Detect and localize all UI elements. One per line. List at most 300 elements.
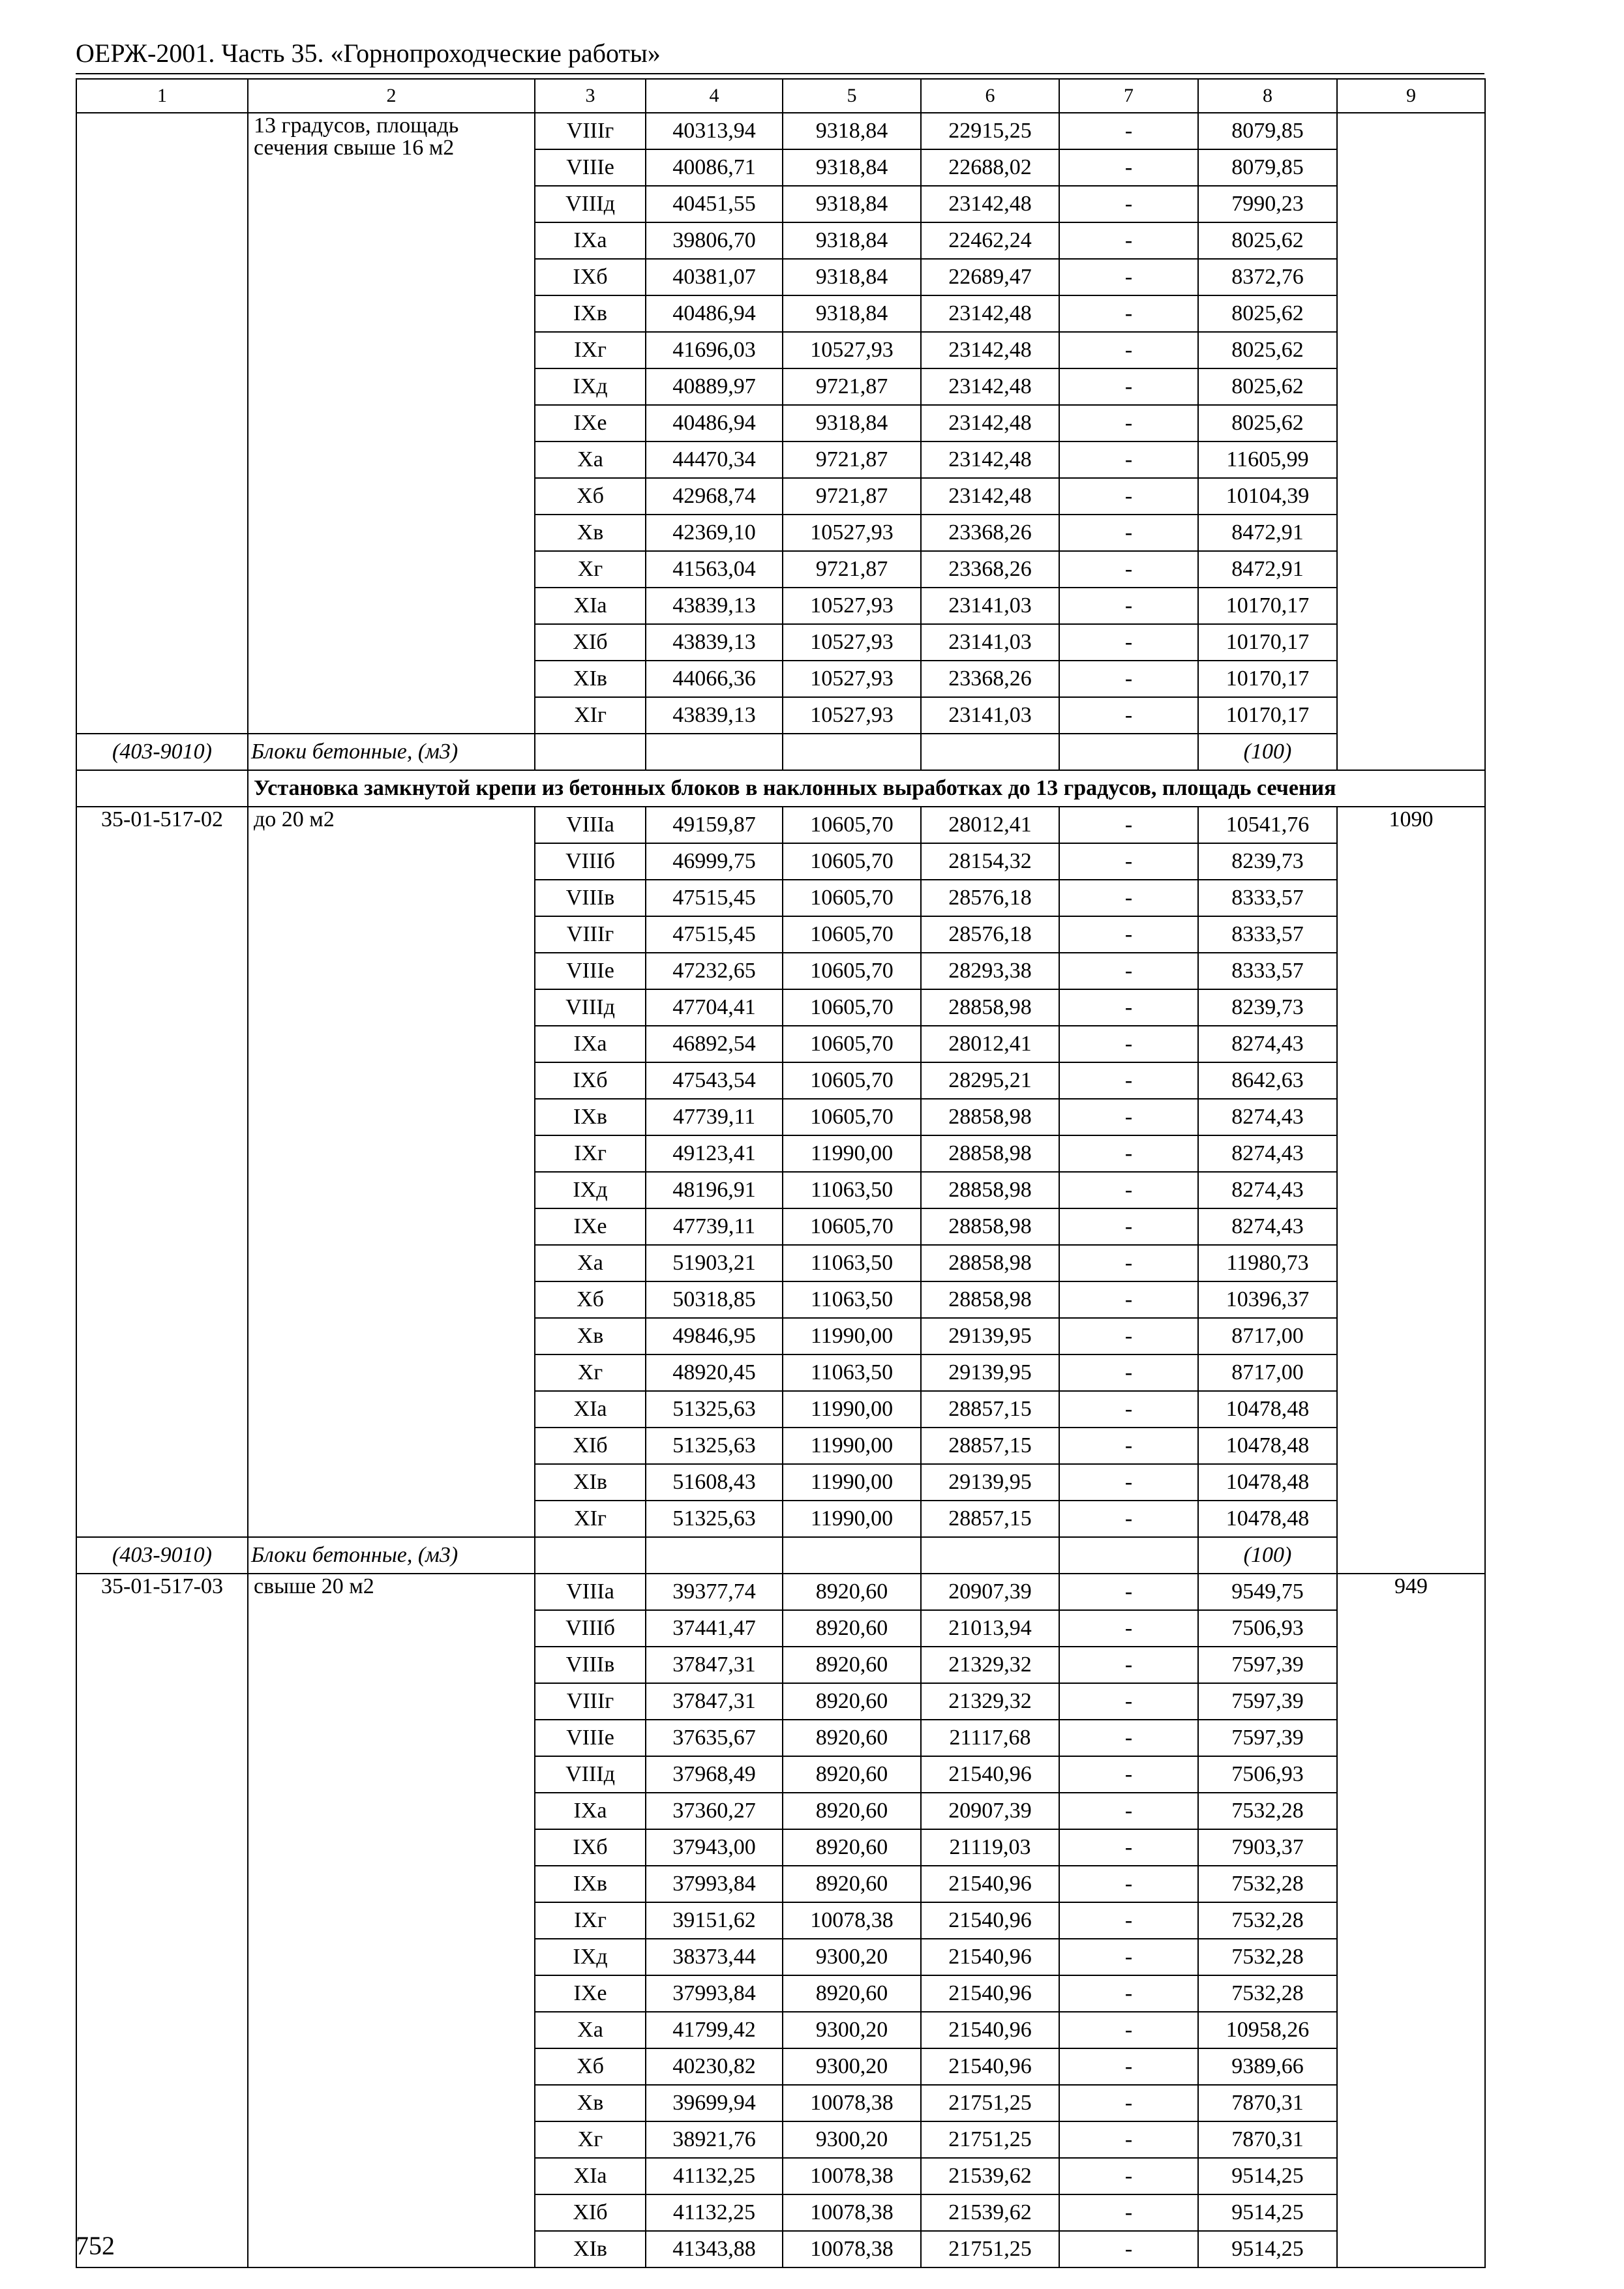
value-cell: - xyxy=(1059,1172,1198,1208)
column-number-cell: 8 xyxy=(1198,79,1337,113)
value-cell: 8274,43 xyxy=(1198,1208,1337,1245)
zone-cell: Xв xyxy=(535,2085,646,2121)
value-cell: 10478,48 xyxy=(1198,1391,1337,1428)
value-cell: 38373,44 xyxy=(646,1939,783,1975)
value-cell: 8920,60 xyxy=(783,1683,921,1720)
value-cell: - xyxy=(1059,916,1198,953)
empty-cell xyxy=(535,734,646,770)
value-cell: - xyxy=(1059,2012,1198,2048)
value-cell: 40486,94 xyxy=(646,295,783,332)
value-cell: - xyxy=(1059,2048,1198,2085)
value-cell: - xyxy=(1059,186,1198,222)
value-cell: 7870,31 xyxy=(1198,2085,1337,2121)
zone-cell: XIа xyxy=(535,1391,646,1428)
value-cell: 28858,98 xyxy=(921,1135,1059,1172)
value-cell: 7532,28 xyxy=(1198,1975,1337,2012)
table-row xyxy=(76,807,1485,843)
value-cell: 21540,96 xyxy=(921,2048,1059,2085)
value-cell: - xyxy=(1059,1647,1198,1683)
value-cell: 10078,38 xyxy=(783,2085,921,2121)
value-cell: 39377,74 xyxy=(646,1574,783,1610)
zone-cell: IXа xyxy=(535,1793,646,1829)
zone-cell: Xб xyxy=(535,478,646,515)
value-cell: 9318,84 xyxy=(783,186,921,222)
value-cell: 21540,96 xyxy=(921,1902,1059,1939)
work-description-cell: свыше 20 м2 xyxy=(248,1574,535,2267)
value-cell: 8920,60 xyxy=(783,1647,921,1683)
empty-cell xyxy=(783,734,921,770)
value-cell: 9318,84 xyxy=(783,295,921,332)
value-cell: 9721,87 xyxy=(783,441,921,478)
value-cell: 7597,39 xyxy=(1198,1683,1337,1720)
value-cell: 10605,70 xyxy=(783,1099,921,1135)
empty-cell xyxy=(921,734,1059,770)
zone-cell: Xг xyxy=(535,2121,646,2158)
value-cell: - xyxy=(1059,1683,1198,1720)
value-cell: 10605,70 xyxy=(783,880,921,916)
value-cell: 10078,38 xyxy=(783,2194,921,2231)
zone-cell: Xа xyxy=(535,441,646,478)
value-cell: 8333,57 xyxy=(1198,916,1337,953)
value-cell: - xyxy=(1059,1939,1198,1975)
table-row xyxy=(76,113,1485,149)
value-cell: 46999,75 xyxy=(646,843,783,880)
value-cell: 28857,15 xyxy=(921,1501,1059,1537)
zone-cell: Xа xyxy=(535,1245,646,1281)
value-cell: 51325,63 xyxy=(646,1391,783,1428)
value-cell: 23142,48 xyxy=(921,478,1059,515)
zone-cell: XIб xyxy=(535,1428,646,1464)
value-cell: - xyxy=(1059,953,1198,989)
zone-cell: IXг xyxy=(535,1902,646,1939)
value-cell: 22915,25 xyxy=(921,113,1059,149)
value-cell: 40889,97 xyxy=(646,368,783,405)
value-cell: 21751,25 xyxy=(921,2121,1059,2158)
value-cell: - xyxy=(1059,113,1198,149)
value-cell: - xyxy=(1059,1756,1198,1793)
value-cell: 37847,31 xyxy=(646,1647,783,1683)
price-table-container xyxy=(76,78,1484,2268)
zone-cell: XIг xyxy=(535,1501,646,1537)
value-cell: 28858,98 xyxy=(921,1099,1059,1135)
value-cell: - xyxy=(1059,2121,1198,2158)
zone-cell: IXб xyxy=(535,1062,646,1099)
value-cell: 9318,84 xyxy=(783,259,921,295)
value-cell: - xyxy=(1059,588,1198,624)
value-cell: 7532,28 xyxy=(1198,1902,1337,1939)
value-cell: - xyxy=(1059,259,1198,295)
zone-cell: VIIIа xyxy=(535,1574,646,1610)
value-cell: 46892,54 xyxy=(646,1026,783,1062)
value-cell: 8472,91 xyxy=(1198,551,1337,588)
value-cell: 10078,38 xyxy=(783,2158,921,2194)
value-cell: 21119,03 xyxy=(921,1829,1059,1866)
value-cell: 47232,65 xyxy=(646,953,783,989)
value-cell: - xyxy=(1059,551,1198,588)
value-cell: 28858,98 xyxy=(921,989,1059,1026)
document-header: ОЕРЖ-2001. Часть 35. «Горнопроходческие работы» xyxy=(76,38,661,68)
value-cell: 8333,57 xyxy=(1198,953,1337,989)
value-cell: - xyxy=(1059,661,1198,697)
value-cell: - xyxy=(1059,1391,1198,1428)
price-table-body xyxy=(76,79,1485,2267)
value-cell: 51608,43 xyxy=(646,1464,783,1501)
value-cell: 23142,48 xyxy=(921,295,1059,332)
value-cell: 7506,93 xyxy=(1198,1610,1337,1647)
value-cell: 8920,60 xyxy=(783,1793,921,1829)
zone-cell: IXб xyxy=(535,1829,646,1866)
value-cell: 41132,25 xyxy=(646,2194,783,2231)
value-cell: 23142,48 xyxy=(921,405,1059,441)
work-description-cell: до 20 м2 xyxy=(248,807,535,1537)
value-cell: 28012,41 xyxy=(921,1026,1059,1062)
value-cell: - xyxy=(1059,1318,1198,1354)
value-cell: 23368,26 xyxy=(921,661,1059,697)
value-cell: 37993,84 xyxy=(646,1975,783,2012)
value-cell: 23141,03 xyxy=(921,624,1059,661)
value-cell: 10605,70 xyxy=(783,1026,921,1062)
zone-cell: VIIIе xyxy=(535,1720,646,1756)
value-cell: - xyxy=(1059,1501,1198,1537)
material-footer-row xyxy=(76,734,1485,770)
value-cell: 10078,38 xyxy=(783,1902,921,1939)
column-number-cell: 5 xyxy=(783,79,921,113)
value-cell: 7903,37 xyxy=(1198,1829,1337,1866)
value-cell: 47704,41 xyxy=(646,989,783,1026)
value-cell: 28858,98 xyxy=(921,1245,1059,1281)
value-cell: 10527,93 xyxy=(783,697,921,734)
zone-cell: VIIIд xyxy=(535,989,646,1026)
value-cell: 37360,27 xyxy=(646,1793,783,1829)
value-cell: 8372,76 xyxy=(1198,259,1337,295)
zone-cell: Xб xyxy=(535,2048,646,2085)
value-cell: 7532,28 xyxy=(1198,1866,1337,1902)
value-cell: 8079,85 xyxy=(1198,149,1337,186)
value-cell: 42968,74 xyxy=(646,478,783,515)
value-cell: 8920,60 xyxy=(783,1756,921,1793)
section-spacer-cell xyxy=(76,770,248,807)
value-cell: 11063,50 xyxy=(783,1281,921,1318)
value-cell: 49846,95 xyxy=(646,1318,783,1354)
zone-cell: XIб xyxy=(535,2194,646,2231)
empty-cell xyxy=(646,1537,783,1574)
value-cell: - xyxy=(1059,880,1198,916)
value-cell: 51325,63 xyxy=(646,1501,783,1537)
value-cell: - xyxy=(1059,2158,1198,2194)
zone-cell: IXе xyxy=(535,405,646,441)
value-cell: 23141,03 xyxy=(921,697,1059,734)
zone-cell: Xб xyxy=(535,1281,646,1318)
value-cell: 50318,85 xyxy=(646,1281,783,1318)
value-cell: - xyxy=(1059,332,1198,368)
value-cell: 47739,11 xyxy=(646,1208,783,1245)
column-number-cell: 3 xyxy=(535,79,646,113)
value-cell: 10170,17 xyxy=(1198,697,1337,734)
value-cell: - xyxy=(1059,1099,1198,1135)
value-cell: 37993,84 xyxy=(646,1866,783,1902)
value-cell: 20907,39 xyxy=(921,1793,1059,1829)
value-cell: 11980,73 xyxy=(1198,1245,1337,1281)
value-cell: 23368,26 xyxy=(921,515,1059,551)
value-cell: - xyxy=(1059,1866,1198,1902)
zone-cell: VIIIг xyxy=(535,1683,646,1720)
value-cell: 37635,67 xyxy=(646,1720,783,1756)
zone-cell: IXе xyxy=(535,1208,646,1245)
value-cell: - xyxy=(1059,1135,1198,1172)
value-cell: 37968,49 xyxy=(646,1756,783,1793)
zone-cell: VIIIв xyxy=(535,1647,646,1683)
value-cell: 37847,31 xyxy=(646,1683,783,1720)
value-cell: 10170,17 xyxy=(1198,661,1337,697)
value-cell: 7870,31 xyxy=(1198,2121,1337,2158)
value-cell: 42369,10 xyxy=(646,515,783,551)
value-cell: - xyxy=(1059,1975,1198,2012)
value-cell: 9721,87 xyxy=(783,368,921,405)
value-cell: 10527,93 xyxy=(783,332,921,368)
value-cell: 22462,24 xyxy=(921,222,1059,259)
zone-cell: Xв xyxy=(535,1318,646,1354)
value-cell: 47515,45 xyxy=(646,916,783,953)
value-cell: 41799,42 xyxy=(646,2012,783,2048)
value-cell: 10605,70 xyxy=(783,1208,921,1245)
value-cell: 8920,60 xyxy=(783,1574,921,1610)
empty-cell xyxy=(783,1537,921,1574)
value-cell: 43839,13 xyxy=(646,624,783,661)
value-cell: 44066,36 xyxy=(646,661,783,697)
value-cell: - xyxy=(1059,441,1198,478)
value-cell: - xyxy=(1059,405,1198,441)
value-cell: 21329,32 xyxy=(921,1683,1059,1720)
value-cell: 7506,93 xyxy=(1198,1756,1337,1793)
resource-consumption-cell: 1090 xyxy=(1337,807,1485,1574)
value-cell: 37943,00 xyxy=(646,1829,783,1866)
value-cell: 9300,20 xyxy=(783,2121,921,2158)
norm-code-cell: 35-01-517-03 xyxy=(76,1574,248,2267)
value-cell: 41563,04 xyxy=(646,551,783,588)
value-cell: 22689,47 xyxy=(921,259,1059,295)
value-cell: 28012,41 xyxy=(921,807,1059,843)
value-cell: - xyxy=(1059,1574,1198,1610)
value-cell: 9300,20 xyxy=(783,2012,921,2048)
value-cell: - xyxy=(1059,2194,1198,2231)
zone-cell: VIIIб xyxy=(535,1610,646,1647)
value-cell: 29139,95 xyxy=(921,1318,1059,1354)
value-cell: 44470,34 xyxy=(646,441,783,478)
value-cell: - xyxy=(1059,295,1198,332)
material-code: (403-9010) xyxy=(76,734,248,770)
zone-cell: Xг xyxy=(535,551,646,588)
value-cell: 8717,00 xyxy=(1198,1318,1337,1354)
column-number-cell: 9 xyxy=(1337,79,1485,113)
value-cell: 11990,00 xyxy=(783,1391,921,1428)
value-cell: 8239,73 xyxy=(1198,843,1337,880)
zone-cell: VIIIа xyxy=(535,807,646,843)
zone-cell: IXв xyxy=(535,1866,646,1902)
value-cell: 28857,15 xyxy=(921,1428,1059,1464)
value-cell: 41132,25 xyxy=(646,2158,783,2194)
value-cell: 10478,48 xyxy=(1198,1501,1337,1537)
value-cell: 40451,55 xyxy=(646,186,783,222)
value-cell: 8920,60 xyxy=(783,1720,921,1756)
value-cell: 21540,96 xyxy=(921,1939,1059,1975)
value-cell: 41696,03 xyxy=(646,332,783,368)
value-cell: 23368,26 xyxy=(921,551,1059,588)
value-cell: - xyxy=(1059,1829,1198,1866)
value-cell: 10396,37 xyxy=(1198,1281,1337,1318)
value-cell: 7532,28 xyxy=(1198,1939,1337,1975)
value-cell: 21539,62 xyxy=(921,2158,1059,2194)
value-cell: 10605,70 xyxy=(783,1062,921,1099)
value-cell: 9549,75 xyxy=(1198,1574,1337,1610)
zone-cell: Xг xyxy=(535,1354,646,1391)
norm-code-cell xyxy=(76,113,248,734)
value-cell: 11990,00 xyxy=(783,1428,921,1464)
value-cell: 40230,82 xyxy=(646,2048,783,2085)
zone-cell: IXд xyxy=(535,1939,646,1975)
value-cell: - xyxy=(1059,1464,1198,1501)
value-cell: 23141,03 xyxy=(921,588,1059,624)
value-cell: 10478,48 xyxy=(1198,1428,1337,1464)
value-cell: 28293,38 xyxy=(921,953,1059,989)
value-cell: 10527,93 xyxy=(783,624,921,661)
value-cell: 28857,15 xyxy=(921,1391,1059,1428)
value-cell: - xyxy=(1059,1610,1198,1647)
value-cell: 8920,60 xyxy=(783,1829,921,1866)
material-name: Блоки бетонные, (м3) xyxy=(248,1537,535,1574)
value-cell: 51903,21 xyxy=(646,1245,783,1281)
value-cell: 48920,45 xyxy=(646,1354,783,1391)
value-cell: 10605,70 xyxy=(783,807,921,843)
value-cell: - xyxy=(1059,222,1198,259)
value-cell: 10605,70 xyxy=(783,953,921,989)
value-cell: 29139,95 xyxy=(921,1354,1059,1391)
value-cell: - xyxy=(1059,1026,1198,1062)
value-cell: 11605,99 xyxy=(1198,441,1337,478)
value-cell: 40086,71 xyxy=(646,149,783,186)
zone-cell: VIIIв xyxy=(535,880,646,916)
empty-cell xyxy=(535,1537,646,1574)
value-cell: 21540,96 xyxy=(921,1756,1059,1793)
value-cell: - xyxy=(1059,1720,1198,1756)
value-cell: 8025,62 xyxy=(1198,405,1337,441)
value-cell: 21013,94 xyxy=(921,1610,1059,1647)
value-cell: 11990,00 xyxy=(783,1464,921,1501)
value-cell: 29139,95 xyxy=(921,1464,1059,1501)
zone-cell: IXд xyxy=(535,1172,646,1208)
value-cell: - xyxy=(1059,149,1198,186)
value-cell: 39806,70 xyxy=(646,222,783,259)
section-title-row xyxy=(76,770,1485,807)
value-cell: 11990,00 xyxy=(783,1501,921,1537)
column-number-cell: 2 xyxy=(248,79,535,113)
value-cell: 43839,13 xyxy=(646,588,783,624)
value-cell: 10605,70 xyxy=(783,843,921,880)
zone-cell: IXе xyxy=(535,1975,646,2012)
page-number: 752 xyxy=(76,2231,115,2260)
column-number-cell: 6 xyxy=(921,79,1059,113)
value-cell: 38921,76 xyxy=(646,2121,783,2158)
value-cell: 48196,91 xyxy=(646,1172,783,1208)
value-cell: 40486,94 xyxy=(646,405,783,441)
value-cell: 8025,62 xyxy=(1198,222,1337,259)
value-cell: 49123,41 xyxy=(646,1135,783,1172)
zone-cell: XIг xyxy=(535,697,646,734)
value-cell: 8025,62 xyxy=(1198,368,1337,405)
value-cell: 9318,84 xyxy=(783,405,921,441)
value-cell: - xyxy=(1059,1208,1198,1245)
zone-cell: VIIIд xyxy=(535,186,646,222)
value-cell: - xyxy=(1059,1281,1198,1318)
value-cell: 28576,18 xyxy=(921,880,1059,916)
value-cell: 47739,11 xyxy=(646,1099,783,1135)
zone-cell: XIа xyxy=(535,588,646,624)
value-cell: 10527,93 xyxy=(783,588,921,624)
empty-cell xyxy=(1059,1537,1198,1574)
value-cell: 49159,87 xyxy=(646,807,783,843)
value-cell: 39699,94 xyxy=(646,2085,783,2121)
zone-cell: VIIIе xyxy=(535,149,646,186)
value-cell: 20907,39 xyxy=(921,1574,1059,1610)
value-cell: 8025,62 xyxy=(1198,295,1337,332)
value-cell: 10527,93 xyxy=(783,661,921,697)
value-cell: 8274,43 xyxy=(1198,1026,1337,1062)
value-cell: 21751,25 xyxy=(921,2085,1059,2121)
value-cell: - xyxy=(1059,2231,1198,2267)
value-cell: - xyxy=(1059,478,1198,515)
zone-cell: XIв xyxy=(535,1464,646,1501)
value-cell: 39151,62 xyxy=(646,1902,783,1939)
value-cell: 10958,26 xyxy=(1198,2012,1337,2048)
value-cell: 8920,60 xyxy=(783,1975,921,2012)
zone-cell: IXа xyxy=(535,1026,646,1062)
value-cell: - xyxy=(1059,1793,1198,1829)
zone-cell: IXб xyxy=(535,259,646,295)
value-cell: 8274,43 xyxy=(1198,1172,1337,1208)
value-cell: 23142,48 xyxy=(921,441,1059,478)
value-cell: 10605,70 xyxy=(783,989,921,1026)
value-cell: 11063,50 xyxy=(783,1354,921,1391)
value-cell: 28295,21 xyxy=(921,1062,1059,1099)
zone-cell: IXг xyxy=(535,332,646,368)
zone-cell: VIIIг xyxy=(535,916,646,953)
material-code: (403-9010) xyxy=(76,1537,248,1574)
value-cell: 9514,25 xyxy=(1198,2231,1337,2267)
material-footer-row xyxy=(76,1537,1485,1574)
resource-consumption-cell xyxy=(1337,113,1485,770)
value-cell: 21540,96 xyxy=(921,1975,1059,2012)
zone-cell: VIIIе xyxy=(535,953,646,989)
value-cell: 41343,88 xyxy=(646,2231,783,2267)
value-cell: 23142,48 xyxy=(921,368,1059,405)
zone-cell: Xв xyxy=(535,515,646,551)
resource-consumption-cell: 949 xyxy=(1337,1574,1485,2267)
value-cell: - xyxy=(1059,2085,1198,2121)
value-cell: 8920,60 xyxy=(783,1610,921,1647)
value-cell: 8025,62 xyxy=(1198,332,1337,368)
value-cell: 21540,96 xyxy=(921,1866,1059,1902)
value-cell: 10541,76 xyxy=(1198,807,1337,843)
value-cell: 8239,73 xyxy=(1198,989,1337,1026)
value-cell: 8333,57 xyxy=(1198,880,1337,916)
value-cell: 10478,48 xyxy=(1198,1464,1337,1501)
value-cell: 9318,84 xyxy=(783,149,921,186)
value-cell: 8920,60 xyxy=(783,1866,921,1902)
column-number-row xyxy=(76,79,1485,113)
value-cell: - xyxy=(1059,807,1198,843)
value-cell: 47543,54 xyxy=(646,1062,783,1099)
value-cell: 21539,62 xyxy=(921,2194,1059,2231)
value-cell: 28858,98 xyxy=(921,1208,1059,1245)
